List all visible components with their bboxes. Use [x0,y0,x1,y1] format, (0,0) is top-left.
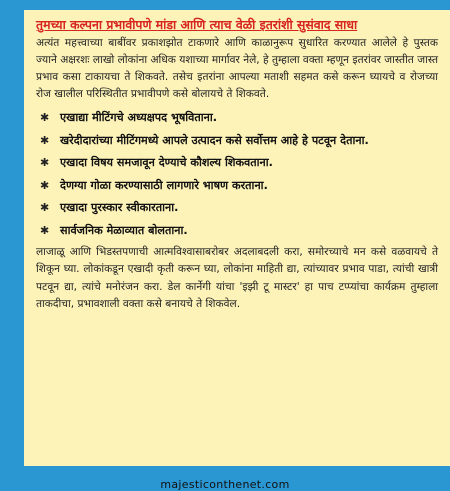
asterisk-bullet-icon: ✱ [40,156,50,170]
situation-text: एखादा पुरस्कार स्वीकारताना. [60,201,179,215]
situation-item [36,154,438,172]
asterisk-bullet-icon: ✱ [40,201,50,215]
situation-item [36,222,438,240]
situation-text: एखादा विषय समजावून देण्याचे कौशल्य शिकवताना. [60,156,273,170]
asterisk-bullet-icon: ✱ [40,133,50,147]
situations-list [36,109,438,239]
blurb-panel [24,10,450,466]
intro-paragraph: अत्यंत महत्त्वाच्या बाबींवर प्रकाशझोत टाकणारे आणि काळानुरूप सुधारित करण्यात आलेले हे पुस्तक ज्याने अक्षरशः लाखो लोकांना अधिक यशाच्या मार्गावर नेले, हे तुम्हाला वक्ता म्हणून इतरांवर जास्तीत जास्त प्रभाव कसा टाकायचा ते शिकवते. तसेच इतरांना आपल्या मताशी सहमत कसे करून घ्यायचे व रोजच्या रोज खालील परिस्थितीत प्रभावीपणे कसे बोलायचे ते शिकवते. [36,37,438,101]
situation-item [36,177,438,195]
asterisk-bullet-icon: ✱ [40,111,50,125]
situation-item [36,132,438,150]
situation-text: देणग्या गोळा करण्यासाठी लागणारे भाषण करताना. [60,178,268,192]
asterisk-bullet-icon: ✱ [40,223,50,237]
situation-text: एखाद्या मीटिंगचे अध्यक्षपद भूषविताना. [60,111,218,125]
publisher-url[interactable]: majesticonthenet.com [160,478,290,491]
closing-paragraph: लाजाळू आणि भिडस्तपणाची आत्मविश्वासाबरोबर अदलाबदली करा, समोरच्याचे मन कसे वळवायचे ते शिकून घ्या. लोकांकडून एखादी कृती करून घ्या, लोकांना माहिती द्या, त्यांच्यावर प्रभाव पाडा, त्यांची खात्री पटवून द्या, त्यांचे मनोरंजन करा. डेल कार्नेगी यांचा 'इझी टू मास्टर' हा पाच टप्प्यांचा कार्यक्रम तुम्हाला ताकदीचा, प्रभावशाली वक्ता कसे बनायचे ते शिकवेल. [36,246,438,310]
situation-text: सार्वजनिक मेळाव्यात बोलताना. [60,223,188,237]
asterisk-bullet-icon: ✱ [40,178,50,192]
panel-heading: तुमच्या कल्पना प्रभावीपणे मांडा आणि त्याच वेळी इतरांशी सुसंवाद साधा [36,17,358,32]
situation-item [36,109,438,127]
situation-text: खरेदीदारांच्या मीटिंगमध्ये आपले उत्पादन कसे सर्वोत्तम आहे हे पटवून देताना. [60,133,369,147]
situation-item [36,199,438,217]
